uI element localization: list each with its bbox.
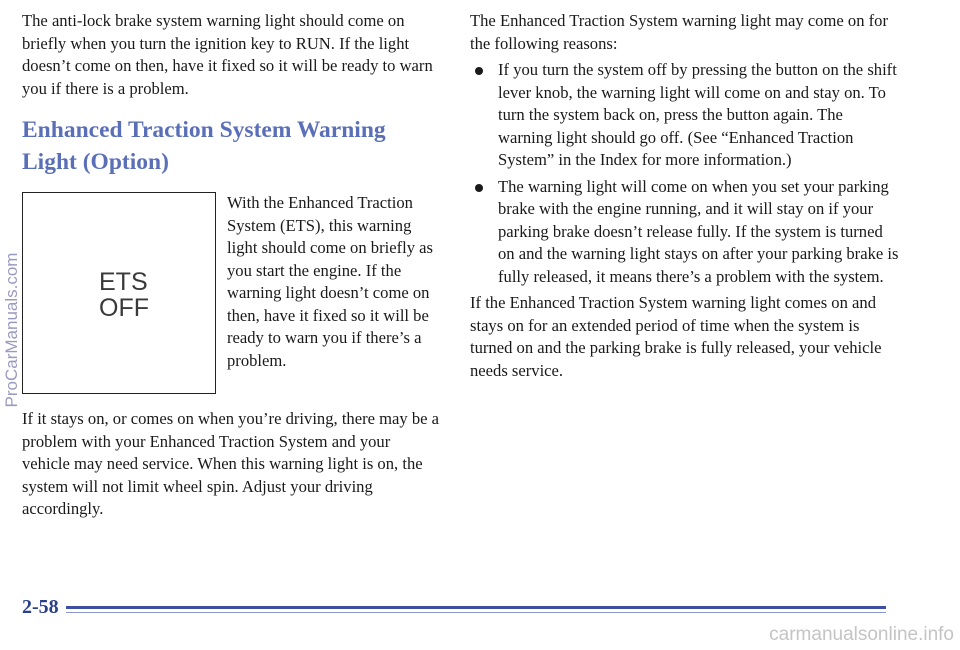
footer-watermark: carmanualsonline.info	[769, 624, 954, 645]
reasons-list	[470, 59, 900, 288]
footer-rule	[66, 606, 886, 609]
right-column	[470, 10, 900, 382]
section-heading: Enhanced Traction System Warning Light (Option)	[22, 117, 386, 175]
list-item: If you turn the system off by pressing the button on the shift lever knob, the warning light will come on and stay on. To turn the system back on, press the button again. The warning light should go off. (See “Enhanced Traction System” in the Index for more information.)	[470, 59, 900, 172]
left-column	[22, 10, 440, 521]
footer-rule-thin	[66, 612, 886, 613]
page-number: 2-58	[22, 596, 59, 618]
abs-warning-paragraph: The anti-lock brake system warning light should come on briefly when you turn the ignition key to RUN. If the light doesn’t come on then, have it fixed so it will be ready to warn you if there is a problem.	[22, 11, 433, 98]
ets-off-warning-light-icon	[22, 192, 216, 394]
service-needed-paragraph: If the Enhanced Traction System warning light comes on and stays on for an extended period of time when the system is turned on and the parking brake is fully released, your vehicle needs service.	[470, 293, 882, 380]
icon-label-off: OFF	[99, 294, 149, 322]
icon-label-ets: ETS	[99, 268, 148, 296]
ets-figure-caption: With the Enhanced Traction System (ETS), this warning light should come on briefly as you start the engine. If the warning light doesn’t come on then, have it fixed so it will be ready to warn you if there’s a problem.	[227, 193, 434, 370]
bullet-icon	[475, 184, 483, 192]
ets-figure	[22, 192, 440, 408]
reasons-intro-paragraph: The Enhanced Traction System warning light may come on for the following reasons:	[470, 11, 888, 53]
bullet-icon	[475, 67, 483, 75]
ets-stays-on-paragraph: If it stays on, or comes on when you’re driving, there may be a problem with your Enhanced Traction System and your vehicle may need service. When this warning light is on, the system will not limit wheel spin. Adjust your driving accordingly.	[22, 409, 440, 518]
side-watermark: ProCarManuals.com	[2, 252, 21, 408]
list-item: The warning light will come on when you set your parking brake with the engine running, and it will stay on if your parking brake doesn’t release fully. If the system is turned on and the warning light stays on after your parking brake is fully released, it means there’s a problem with the system.	[470, 176, 900, 289]
